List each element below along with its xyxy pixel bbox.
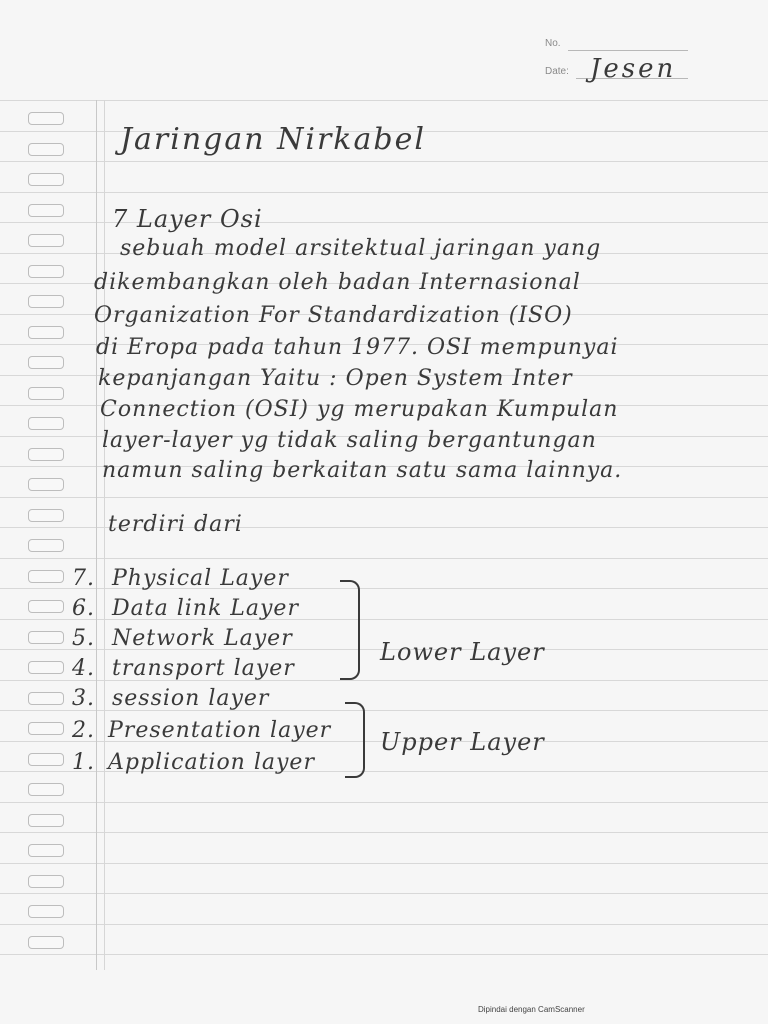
note-subtitle: 7 Layer Osi [112, 205, 263, 233]
punch-hole [28, 356, 64, 369]
lower-layer-bracket [340, 580, 360, 680]
layer-number: 6. [72, 596, 95, 621]
paragraph-line: layer-layer yg tidak saling bergantungan [102, 428, 597, 453]
layer-name: Network Layer [112, 626, 293, 651]
punch-hole [28, 631, 64, 644]
date-label: Date: [545, 66, 569, 77]
layer-name: Physical Layer [112, 566, 289, 591]
lower-layer-label: Lower Layer [380, 638, 545, 666]
punch-hole [28, 905, 64, 918]
ruled-line [0, 863, 768, 864]
punch-hole [28, 936, 64, 949]
punch-hole [28, 143, 64, 156]
punch-hole [28, 417, 64, 430]
layer-number: 1. [72, 750, 95, 775]
layer-number: 5. [72, 626, 95, 651]
punch-hole [28, 875, 64, 888]
punch-hole [28, 448, 64, 461]
punch-hole [28, 295, 64, 308]
no-rule [568, 50, 688, 51]
punch-hole [28, 478, 64, 491]
layer-name: Data link Layer [112, 596, 299, 621]
ruled-line [0, 832, 768, 833]
punch-hole [28, 265, 64, 278]
paragraph-line: Organization For Standardization (ISO) [94, 303, 573, 328]
punch-hole [28, 112, 64, 125]
date-value: Jesen [590, 54, 677, 84]
punch-hole [28, 509, 64, 522]
paragraph-line: namun saling berkaitan satu sama lainnya. [102, 458, 623, 483]
punch-hole [28, 387, 64, 400]
paragraph-line: kepanjangan Yaitu : Open System Inter [98, 366, 573, 391]
layer-name: Presentation layer [108, 718, 332, 743]
ruled-line [0, 192, 768, 193]
paragraph-line: di Eropa pada tahun 1977. OSI mempunyai [96, 335, 619, 360]
ruled-line [0, 954, 768, 955]
layer-number: 2. [72, 718, 95, 743]
punch-hole [28, 661, 64, 674]
consists-of-label: terdiri dari [108, 512, 243, 537]
layer-name: Application layer [108, 750, 315, 775]
ruled-line [0, 558, 768, 559]
punch-hole [28, 814, 64, 827]
upper-layer-bracket [345, 702, 365, 778]
ruled-line [0, 802, 768, 803]
upper-layer-label: Upper Layer [380, 728, 545, 756]
layer-number: 7. [72, 566, 95, 591]
punch-hole [28, 234, 64, 247]
margin-line [96, 100, 97, 970]
punch-hole [28, 173, 64, 186]
layer-name: session layer [112, 686, 270, 711]
scanner-watermark: Dipindai dengan CamScanner [478, 1005, 585, 1014]
ruled-line [0, 924, 768, 925]
layer-name: transport layer [112, 656, 295, 681]
ruled-line [0, 161, 768, 162]
punch-hole [28, 753, 64, 766]
paragraph-line: Connection (OSI) yg merupakan Kumpulan [100, 397, 619, 422]
punch-hole [28, 722, 64, 735]
paragraph-line: dikembangkan oleh badan Internasional [94, 270, 581, 295]
layer-number: 3. [72, 686, 95, 711]
punch-hole [28, 844, 64, 857]
punch-hole [28, 783, 64, 796]
punch-hole [28, 600, 64, 613]
punch-hole [28, 204, 64, 217]
ruled-line [0, 497, 768, 498]
note-title: Jaringan Nirkabel [120, 122, 426, 157]
no-label: No. [545, 38, 561, 49]
ruled-line [0, 100, 768, 101]
layer-number: 4. [72, 656, 95, 681]
punch-hole [28, 570, 64, 583]
margin-line [104, 100, 105, 970]
ruled-line [0, 893, 768, 894]
punch-hole [28, 539, 64, 552]
punch-hole [28, 692, 64, 705]
paragraph-line: sebuah model arsitektual jaringan yang [120, 236, 602, 261]
punch-hole [28, 326, 64, 339]
